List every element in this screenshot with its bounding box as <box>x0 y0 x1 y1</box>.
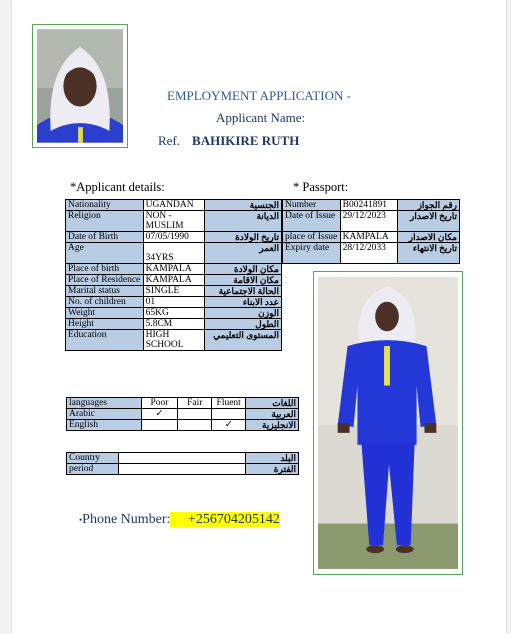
detail-label: Height <box>66 319 144 330</box>
passport-heading: * Passport: <box>293 180 349 194</box>
table-row <box>66 330 282 351</box>
detail-arabic-label: الجنسية <box>205 200 282 211</box>
table-row <box>67 464 299 475</box>
detail-label: Place of birth <box>66 264 144 275</box>
applicant-details-table <box>65 199 282 351</box>
detail-value: 34YRS <box>143 243 205 264</box>
detail-arabic-label: الحالة الاجتماعية <box>205 286 282 297</box>
detail-value: NON - MUSLIM <box>143 211 205 232</box>
detail-value: UGANDAN <box>143 200 205 211</box>
detail-label: Age <box>66 243 144 264</box>
table-row <box>66 211 282 232</box>
languages-table <box>66 397 299 431</box>
period-label: period <box>67 464 119 475</box>
detail-label: Date of Birth <box>66 232 144 243</box>
detail-label: Place of Residence <box>66 275 144 286</box>
languages-header: languages <box>67 398 142 409</box>
table-row <box>66 308 282 319</box>
detail-label: Marital status <box>66 286 144 297</box>
table-row <box>66 319 282 330</box>
portrait-photo-image <box>37 29 123 143</box>
check-mark: ✓ <box>212 420 246 431</box>
passport-arabic-label: مكان الاصدار <box>397 232 459 243</box>
language-arabic-label: الانجليزية <box>246 420 299 431</box>
check-mark <box>141 420 178 431</box>
document-page <box>12 0 506 634</box>
table-row <box>66 243 282 264</box>
detail-value: 5.8CM <box>143 319 205 330</box>
applicant-name-label: Applicant Name: <box>216 110 306 125</box>
check-mark: ✓ <box>141 409 178 420</box>
country-value <box>118 453 245 464</box>
detail-label: Religion <box>66 211 144 232</box>
table-row <box>67 453 299 464</box>
passport-arabic-label: تاريخ الاصدار <box>397 211 459 232</box>
fluent-header: Fluent <box>212 398 246 409</box>
detail-arabic-label: تاريخ الولادة <box>205 232 282 243</box>
passport-label: place of Issue <box>283 232 341 243</box>
document-title: EMPLOYMENT APPLICATION - <box>167 88 351 103</box>
detail-value: KAMPALA <box>143 264 205 275</box>
passport-arabic-label: رقم الجواز <box>397 200 459 211</box>
bullet: • <box>79 515 83 525</box>
detail-arabic-label: الديانة <box>205 211 282 232</box>
detail-value: KAMPALA <box>143 275 205 286</box>
period-arabic-label: الفترة <box>246 464 299 475</box>
detail-arabic-label: مكان الاقامة <box>205 275 282 286</box>
table-row <box>67 420 299 431</box>
languages-arabic-header: اللغات <box>246 398 299 409</box>
table-row <box>66 275 282 286</box>
phone-number-value: +256704205142 <box>187 512 280 527</box>
language-label: English <box>67 420 142 431</box>
check-mark <box>212 409 246 420</box>
full-length-photo-image <box>318 276 458 570</box>
table-row <box>66 200 282 211</box>
full-length-photo <box>313 271 463 575</box>
reference-line <box>158 133 299 149</box>
phone-number <box>170 512 279 527</box>
phone-label: Phone Number: <box>82 512 171 527</box>
passport-label: Date of Issue <box>283 211 341 232</box>
language-label: Arabic <box>67 409 142 420</box>
detail-arabic-label: عدد الابناء <box>205 297 282 308</box>
country-label: Country <box>67 453 119 464</box>
table-row <box>283 232 460 243</box>
table-row <box>66 286 282 297</box>
passport-arabic-label: تاريخ الانتهاء <box>397 243 459 264</box>
check-mark <box>178 409 212 420</box>
table-header-row <box>67 398 299 409</box>
ref-label: Ref. <box>158 133 181 148</box>
check-mark <box>178 420 212 431</box>
experience-table <box>66 452 299 475</box>
table-row <box>283 200 460 211</box>
passport-value: 28/12/2033 <box>340 243 397 264</box>
applicant-details-heading: *Applicant details: <box>70 180 165 194</box>
period-value <box>118 464 245 475</box>
passport-value: B00241891 <box>340 200 397 211</box>
phone-line <box>79 512 280 528</box>
detail-value: HIGH SCHOOL <box>143 330 205 351</box>
table-row <box>283 243 460 264</box>
passport-table <box>282 199 460 264</box>
country-arabic-label: البلد <box>246 453 299 464</box>
detail-value: 01 <box>143 297 205 308</box>
applicant-name: BAHIKIRE RUTH <box>192 133 300 148</box>
passport-value: KAMPALA <box>340 232 397 243</box>
portrait-photo <box>32 24 128 148</box>
detail-value: 07/05/1990 <box>143 232 205 243</box>
detail-label: Nationality <box>66 200 144 211</box>
detail-label: No. of children <box>66 297 144 308</box>
detail-arabic-label: مكان الولادة <box>205 264 282 275</box>
detail-arabic-label: الطول <box>205 319 282 330</box>
detail-arabic-label: الوزن <box>205 308 282 319</box>
detail-value: SINGLE <box>143 286 205 297</box>
table-row <box>66 297 282 308</box>
language-arabic-label: العربية <box>246 409 299 420</box>
passport-value: 29/12/2023 <box>340 211 397 232</box>
table-row <box>283 211 460 232</box>
table-row <box>66 264 282 275</box>
detail-value: 65KG <box>143 308 205 319</box>
detail-arabic-label: العمر <box>205 243 282 264</box>
detail-arabic-label: المستوى التعليمي <box>205 330 282 351</box>
detail-label: Weight <box>66 308 144 319</box>
detail-label: Education <box>66 330 144 351</box>
poor-header: Poor <box>141 398 178 409</box>
table-row <box>67 409 299 420</box>
passport-label: Number <box>283 200 341 211</box>
table-row <box>66 232 282 243</box>
fair-header: Fair <box>178 398 212 409</box>
passport-label: Expiry date <box>283 243 341 264</box>
